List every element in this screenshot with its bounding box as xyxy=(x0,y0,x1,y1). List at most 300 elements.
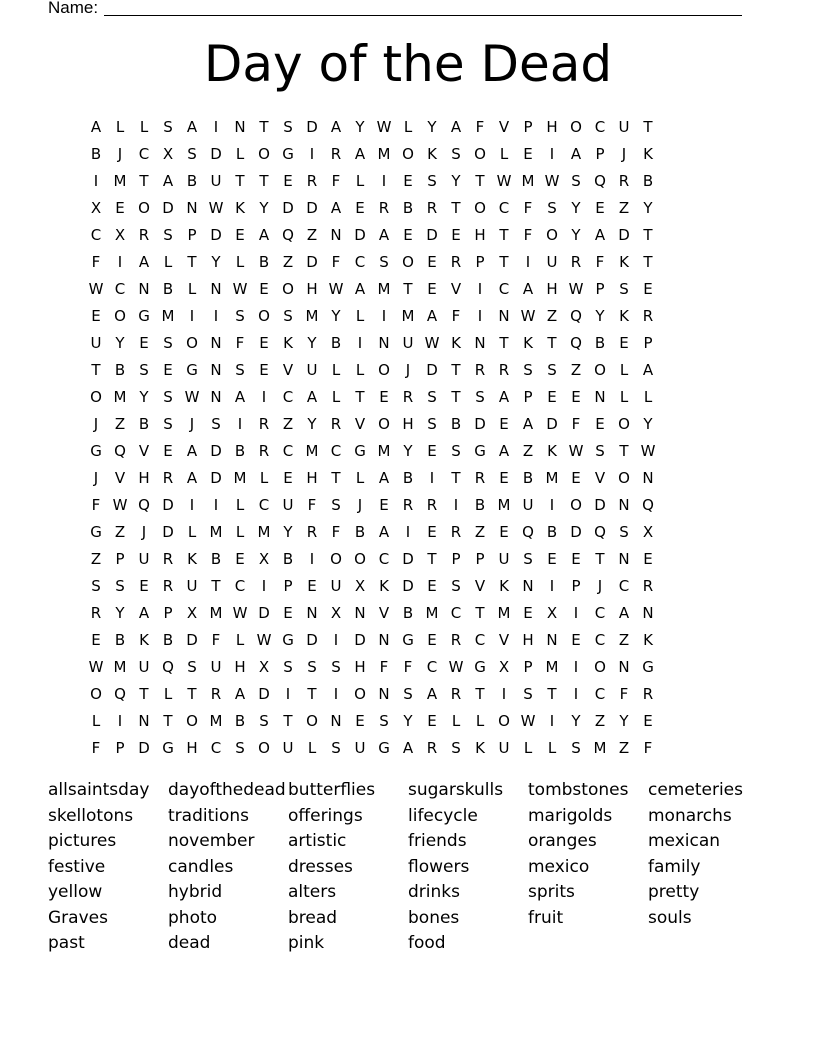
grid-letter[interactable]: I xyxy=(333,631,339,650)
grid-letter[interactable]: S xyxy=(403,685,413,704)
grid-letter[interactable]: D xyxy=(210,468,222,487)
grid-letter[interactable]: E xyxy=(571,468,581,487)
grid-letter[interactable]: Q xyxy=(114,441,126,460)
grid-letter[interactable]: O xyxy=(570,117,582,136)
grid-letter[interactable]: S xyxy=(379,712,389,731)
grid-letter[interactable]: E xyxy=(283,604,293,623)
grid-letter[interactable]: S xyxy=(307,658,317,677)
grid-letter[interactable]: X xyxy=(162,144,174,163)
grid-letter[interactable]: D xyxy=(402,550,414,569)
grid-letter[interactable]: N xyxy=(138,279,150,298)
grid-letter[interactable]: O xyxy=(258,306,270,325)
grid-letter[interactable]: B xyxy=(162,279,174,298)
grid-letter[interactable]: M xyxy=(401,306,415,325)
grid-letter[interactable]: I xyxy=(237,414,243,433)
grid-letter[interactable]: D xyxy=(210,441,222,460)
grid-letter[interactable]: O xyxy=(618,468,630,487)
grid-letter[interactable]: Y xyxy=(355,117,365,136)
grid-letter[interactable]: U xyxy=(282,739,294,758)
grid-letter[interactable]: V xyxy=(378,604,390,623)
grid-letter[interactable]: C xyxy=(330,441,342,460)
grid-letter[interactable]: O xyxy=(90,387,102,406)
grid-letter[interactable]: Y xyxy=(139,387,149,406)
grid-letter[interactable]: W xyxy=(568,441,584,460)
grid-letter[interactable]: E xyxy=(379,387,389,406)
grid-letter[interactable]: S xyxy=(211,414,221,433)
grid-letter[interactable]: P xyxy=(283,577,293,596)
grid-letter[interactable]: M xyxy=(113,171,127,190)
grid-letter[interactable]: G xyxy=(162,739,174,758)
grid-letter[interactable]: O xyxy=(378,414,390,433)
grid-letter[interactable]: Y xyxy=(259,198,269,217)
grid-letter[interactable]: Q xyxy=(114,685,126,704)
grid-letter[interactable]: O xyxy=(258,144,270,163)
grid-letter[interactable]: F xyxy=(235,333,245,352)
grid-letter[interactable]: S xyxy=(451,577,461,596)
grid-letter[interactable]: T xyxy=(499,252,509,271)
grid-letter[interactable]: L xyxy=(547,739,557,758)
grid-letter[interactable]: G xyxy=(354,441,366,460)
grid-letter[interactable]: C xyxy=(618,577,630,596)
grid-letter[interactable]: D xyxy=(258,604,270,623)
grid-letter[interactable]: O xyxy=(306,712,318,731)
grid-letter[interactable]: K xyxy=(379,577,389,596)
grid-letter[interactable]: N xyxy=(642,468,654,487)
grid-letter[interactable]: L xyxy=(499,144,509,163)
grid-letter[interactable]: P xyxy=(595,279,605,298)
grid-letter[interactable]: K xyxy=(619,252,629,271)
grid-letter[interactable]: A xyxy=(138,604,150,623)
grid-letter[interactable]: S xyxy=(187,144,197,163)
grid-letter[interactable]: L xyxy=(235,144,245,163)
grid-letter[interactable]: S xyxy=(331,658,341,677)
grid-letter[interactable]: E xyxy=(163,441,173,460)
grid-letter[interactable]: R xyxy=(306,171,318,190)
grid-letter[interactable]: O xyxy=(402,252,414,271)
grid-letter[interactable]: T xyxy=(355,387,365,406)
grid-letter[interactable]: E xyxy=(571,550,581,569)
grid-letter[interactable]: I xyxy=(309,550,315,569)
grid-letter[interactable]: T xyxy=(187,685,197,704)
grid-letter[interactable]: N xyxy=(378,333,390,352)
grid-letter[interactable]: N xyxy=(354,604,366,623)
grid-letter[interactable]: T xyxy=(91,360,101,379)
grid-letter[interactable]: L xyxy=(619,360,629,379)
grid-letter[interactable]: V xyxy=(498,117,510,136)
grid-letter[interactable]: O xyxy=(186,712,198,731)
grid-letter[interactable]: T xyxy=(619,441,629,460)
grid-letter[interactable]: O xyxy=(90,685,102,704)
grid-letter[interactable]: T xyxy=(547,685,557,704)
grid-letter[interactable]: Y xyxy=(211,252,221,271)
grid-letter[interactable]: L xyxy=(355,306,365,325)
grid-letter[interactable]: D xyxy=(162,198,174,217)
grid-letter[interactable]: M xyxy=(209,522,223,541)
grid-letter[interactable]: D xyxy=(402,577,414,596)
grid-letter[interactable]: W xyxy=(544,171,560,190)
grid-letter[interactable]: A xyxy=(522,414,534,433)
grid-letter[interactable]: E xyxy=(451,225,461,244)
grid-letter[interactable]: I xyxy=(477,279,483,298)
grid-letter[interactable]: Z xyxy=(306,225,318,244)
grid-letter[interactable]: O xyxy=(402,144,414,163)
grid-letter[interactable]: A xyxy=(378,522,390,541)
grid-letter[interactable]: T xyxy=(331,468,341,487)
grid-letter[interactable]: N xyxy=(594,387,606,406)
grid-letter[interactable]: E xyxy=(403,171,413,190)
grid-letter[interactable]: L xyxy=(523,739,533,758)
grid-letter[interactable]: V xyxy=(474,577,486,596)
grid-letter[interactable]: D xyxy=(306,117,318,136)
grid-letter[interactable]: T xyxy=(643,117,653,136)
grid-letter[interactable]: I xyxy=(117,712,123,731)
grid-letter[interactable]: N xyxy=(306,604,318,623)
grid-letter[interactable]: E xyxy=(355,198,365,217)
grid-letter[interactable]: S xyxy=(187,658,197,677)
grid-letter[interactable]: U xyxy=(618,117,630,136)
grid-letter[interactable]: C xyxy=(282,441,294,460)
grid-letter[interactable]: M xyxy=(161,306,175,325)
grid-letter[interactable]: W xyxy=(568,279,584,298)
grid-letter[interactable]: O xyxy=(546,225,558,244)
grid-letter[interactable]: J xyxy=(93,414,99,433)
grid-letter[interactable]: X xyxy=(546,604,558,623)
grid-letter[interactable]: E xyxy=(523,144,533,163)
grid-letter[interactable]: W xyxy=(256,631,272,650)
grid-letter[interactable]: F xyxy=(571,414,581,433)
grid-letter[interactable]: S xyxy=(163,117,173,136)
grid-letter[interactable]: B xyxy=(594,333,606,352)
grid-letter[interactable]: F xyxy=(91,495,101,514)
grid-letter[interactable]: D xyxy=(138,739,150,758)
grid-letter[interactable]: Y xyxy=(451,171,461,190)
grid-letter[interactable]: T xyxy=(547,333,557,352)
grid-letter[interactable]: D xyxy=(354,631,366,650)
grid-letter[interactable]: Y xyxy=(307,333,317,352)
grid-letter[interactable]: L xyxy=(355,360,365,379)
grid-letter[interactable]: A xyxy=(90,117,102,136)
grid-letter[interactable]: B xyxy=(210,550,222,569)
grid-letter[interactable]: E xyxy=(595,414,605,433)
grid-letter[interactable]: O xyxy=(282,279,294,298)
grid-letter[interactable]: F xyxy=(619,685,629,704)
grid-letter[interactable]: E xyxy=(547,550,557,569)
grid-letter[interactable]: E xyxy=(427,252,437,271)
grid-letter[interactable]: B xyxy=(114,631,126,650)
grid-letter[interactable]: E xyxy=(595,198,605,217)
grid-letter[interactable]: T xyxy=(403,279,413,298)
grid-letter[interactable]: A xyxy=(186,468,198,487)
grid-letter[interactable]: P xyxy=(475,550,485,569)
grid-letter[interactable]: C xyxy=(594,685,606,704)
grid-letter[interactable]: S xyxy=(235,360,245,379)
grid-letter[interactable]: W xyxy=(520,712,536,731)
name-line[interactable] xyxy=(104,15,742,16)
grid-letter[interactable]: R xyxy=(330,144,342,163)
grid-letter[interactable]: N xyxy=(378,685,390,704)
grid-letter[interactable]: R xyxy=(426,739,438,758)
grid-letter[interactable]: N xyxy=(210,279,222,298)
grid-letter[interactable]: V xyxy=(498,631,510,650)
grid-letter[interactable]: R xyxy=(450,252,462,271)
grid-letter[interactable]: D xyxy=(618,225,630,244)
grid-letter[interactable]: I xyxy=(357,333,363,352)
grid-letter[interactable]: R xyxy=(90,604,102,623)
grid-letter[interactable]: A xyxy=(354,144,366,163)
grid-letter[interactable]: C xyxy=(138,144,150,163)
grid-letter[interactable]: I xyxy=(93,171,99,190)
grid-letter[interactable]: F xyxy=(211,631,221,650)
grid-letter[interactable]: B xyxy=(546,522,558,541)
grid-letter[interactable]: I xyxy=(261,577,267,596)
grid-letter[interactable]: D xyxy=(162,522,174,541)
grid-letter[interactable]: G xyxy=(138,306,150,325)
grid-letter[interactable]: Z xyxy=(114,414,126,433)
grid-letter[interactable]: G xyxy=(90,522,102,541)
grid-letter[interactable]: G xyxy=(282,631,294,650)
grid-letter[interactable]: D xyxy=(570,522,582,541)
grid-letter[interactable]: K xyxy=(643,631,653,650)
grid-letter[interactable]: T xyxy=(427,550,437,569)
grid-letter[interactable]: A xyxy=(162,171,174,190)
grid-letter[interactable]: Y xyxy=(403,712,413,731)
grid-letter[interactable]: M xyxy=(305,441,319,460)
grid-letter[interactable]: E xyxy=(571,631,581,650)
grid-letter[interactable]: M xyxy=(209,712,223,731)
grid-letter[interactable]: H xyxy=(234,658,246,677)
grid-letter[interactable]: L xyxy=(643,387,653,406)
grid-letter[interactable]: M xyxy=(521,171,535,190)
grid-letter[interactable]: R xyxy=(642,577,654,596)
grid-letter[interactable]: J xyxy=(141,522,147,541)
grid-letter[interactable]: W xyxy=(112,495,128,514)
grid-letter[interactable]: J xyxy=(357,495,363,514)
grid-letter[interactable]: B xyxy=(258,252,270,271)
grid-letter[interactable]: I xyxy=(213,495,219,514)
grid-letter[interactable]: B xyxy=(642,171,654,190)
grid-letter[interactable]: A xyxy=(330,198,342,217)
grid-letter[interactable]: L xyxy=(163,685,173,704)
grid-letter[interactable]: P xyxy=(571,577,581,596)
grid-letter[interactable]: E xyxy=(163,360,173,379)
grid-letter[interactable]: F xyxy=(91,252,101,271)
grid-letter[interactable]: I xyxy=(189,495,195,514)
grid-letter[interactable]: R xyxy=(138,225,150,244)
grid-letter[interactable]: L xyxy=(235,252,245,271)
grid-letter[interactable]: C xyxy=(282,387,294,406)
grid-letter[interactable]: I xyxy=(213,306,219,325)
grid-letter[interactable]: H xyxy=(522,631,534,650)
grid-letter[interactable]: U xyxy=(330,577,342,596)
grid-letter[interactable]: Z xyxy=(546,306,558,325)
grid-letter[interactable]: B xyxy=(522,468,534,487)
grid-letter[interactable]: R xyxy=(426,495,438,514)
grid-letter[interactable]: I xyxy=(309,144,315,163)
grid-letter[interactable]: E xyxy=(91,306,101,325)
grid-letter[interactable]: E xyxy=(355,712,365,731)
grid-letter[interactable]: S xyxy=(115,577,125,596)
grid-letter[interactable]: G xyxy=(186,360,198,379)
grid-letter[interactable]: T xyxy=(235,171,245,190)
grid-letter[interactable]: Z xyxy=(90,550,102,569)
grid-letter[interactable]: C xyxy=(594,117,606,136)
grid-letter[interactable]: I xyxy=(189,306,195,325)
grid-letter[interactable]: T xyxy=(451,198,461,217)
grid-letter[interactable]: R xyxy=(402,495,414,514)
grid-letter[interactable]: B xyxy=(138,414,150,433)
grid-letter[interactable]: S xyxy=(283,117,293,136)
grid-letter[interactable]: L xyxy=(475,712,485,731)
grid-letter[interactable]: A xyxy=(234,685,246,704)
grid-letter[interactable]: I xyxy=(381,171,387,190)
grid-letter[interactable]: X xyxy=(498,658,510,677)
grid-letter[interactable]: A xyxy=(426,685,438,704)
grid-letter[interactable]: H xyxy=(186,739,198,758)
grid-letter[interactable]: N xyxy=(138,712,150,731)
grid-letter[interactable]: Y xyxy=(643,198,653,217)
grid-letter[interactable]: S xyxy=(571,739,581,758)
grid-letter[interactable]: U xyxy=(210,658,222,677)
grid-letter[interactable]: E xyxy=(643,712,653,731)
grid-letter[interactable]: L xyxy=(331,387,341,406)
grid-letter[interactable]: X xyxy=(330,604,342,623)
grid-letter[interactable]: U xyxy=(186,577,198,596)
grid-letter[interactable]: Y xyxy=(571,198,581,217)
grid-letter[interactable]: Y xyxy=(571,712,581,731)
grid-letter[interactable]: H xyxy=(546,117,558,136)
grid-letter[interactable]: H xyxy=(546,279,558,298)
grid-letter[interactable]: O xyxy=(474,144,486,163)
grid-letter[interactable]: Z xyxy=(618,739,630,758)
grid-letter[interactable]: Y xyxy=(595,306,605,325)
grid-letter[interactable]: D xyxy=(162,495,174,514)
grid-letter[interactable]: S xyxy=(547,360,557,379)
grid-letter[interactable]: T xyxy=(451,468,461,487)
grid-letter[interactable]: F xyxy=(379,658,389,677)
grid-letter[interactable]: E xyxy=(259,360,269,379)
grid-letter[interactable]: V xyxy=(114,468,126,487)
grid-letter[interactable]: O xyxy=(114,306,126,325)
grid-letter[interactable]: T xyxy=(307,685,317,704)
grid-letter[interactable]: Q xyxy=(594,522,606,541)
grid-letter[interactable]: N xyxy=(234,117,246,136)
grid-letter[interactable]: R xyxy=(402,387,414,406)
grid-letter[interactable]: K xyxy=(499,577,509,596)
grid-letter[interactable]: Y xyxy=(115,333,125,352)
grid-letter[interactable]: L xyxy=(235,495,245,514)
grid-letter[interactable]: N xyxy=(186,198,198,217)
grid-letter[interactable]: T xyxy=(643,225,653,244)
grid-letter[interactable]: T xyxy=(187,252,197,271)
grid-letter[interactable]: K xyxy=(187,550,197,569)
grid-letter[interactable]: R xyxy=(258,441,270,460)
grid-letter[interactable]: I xyxy=(333,685,339,704)
grid-letter[interactable]: T xyxy=(451,360,461,379)
grid-letter[interactable]: C xyxy=(498,279,510,298)
grid-letter[interactable]: Q xyxy=(282,225,294,244)
grid-letter[interactable]: X xyxy=(90,198,102,217)
grid-letter[interactable]: A xyxy=(426,306,438,325)
grid-letter[interactable]: M xyxy=(233,468,247,487)
grid-letter[interactable]: U xyxy=(282,495,294,514)
grid-letter[interactable]: S xyxy=(163,414,173,433)
grid-letter[interactable]: W xyxy=(88,279,104,298)
grid-letter[interactable]: N xyxy=(210,387,222,406)
grid-letter[interactable]: G xyxy=(474,658,486,677)
grid-letter[interactable]: I xyxy=(549,577,555,596)
grid-letter[interactable]: Y xyxy=(115,604,125,623)
grid-letter[interactable]: M xyxy=(377,144,391,163)
grid-letter[interactable]: I xyxy=(261,387,267,406)
grid-letter[interactable]: L xyxy=(355,171,365,190)
grid-letter[interactable]: E xyxy=(523,604,533,623)
grid-letter[interactable]: S xyxy=(475,387,485,406)
grid-letter[interactable]: S xyxy=(451,739,461,758)
grid-letter[interactable]: R xyxy=(474,360,486,379)
grid-letter[interactable]: C xyxy=(474,631,486,650)
grid-letter[interactable]: T xyxy=(283,712,293,731)
grid-letter[interactable]: T xyxy=(139,685,149,704)
grid-letter[interactable]: D xyxy=(594,495,606,514)
grid-letter[interactable]: K xyxy=(283,333,293,352)
grid-letter[interactable]: E xyxy=(235,550,245,569)
grid-letter[interactable]: E xyxy=(379,495,389,514)
grid-letter[interactable]: U xyxy=(210,171,222,190)
grid-letter[interactable]: S xyxy=(547,198,557,217)
grid-letter[interactable]: E xyxy=(139,333,149,352)
grid-letter[interactable]: Y xyxy=(619,712,629,731)
grid-letter[interactable]: O xyxy=(474,198,486,217)
grid-letter[interactable]: D xyxy=(474,414,486,433)
grid-letter[interactable]: L xyxy=(259,468,269,487)
grid-letter[interactable]: X xyxy=(642,522,654,541)
grid-letter[interactable]: F xyxy=(307,495,317,514)
grid-letter[interactable]: F xyxy=(91,739,101,758)
grid-letter[interactable]: P xyxy=(187,225,197,244)
grid-letter[interactable]: K xyxy=(523,333,533,352)
grid-letter[interactable]: E xyxy=(427,577,437,596)
grid-letter[interactable]: Q xyxy=(642,495,654,514)
grid-letter[interactable]: R xyxy=(570,252,582,271)
grid-letter[interactable]: S xyxy=(163,225,173,244)
grid-letter[interactable]: F xyxy=(403,658,413,677)
grid-letter[interactable]: S xyxy=(523,550,533,569)
grid-letter[interactable]: M xyxy=(257,522,271,541)
grid-letter[interactable]: K xyxy=(427,144,437,163)
grid-letter[interactable]: C xyxy=(498,198,510,217)
grid-letter[interactable]: L xyxy=(187,279,197,298)
grid-letter[interactable]: Q xyxy=(522,522,534,541)
grid-letter[interactable]: U xyxy=(498,550,510,569)
grid-letter[interactable]: J xyxy=(621,144,627,163)
grid-letter[interactable]: P xyxy=(643,333,653,352)
grid-letter[interactable]: O xyxy=(354,550,366,569)
grid-letter[interactable]: U xyxy=(402,333,414,352)
grid-letter[interactable]: X xyxy=(258,550,270,569)
grid-letter[interactable]: W xyxy=(184,387,200,406)
grid-letter[interactable]: X xyxy=(354,577,366,596)
grid-letter[interactable]: D xyxy=(210,225,222,244)
grid-letter[interactable]: S xyxy=(259,712,269,731)
grid-letter[interactable]: E xyxy=(427,441,437,460)
grid-letter[interactable]: R xyxy=(162,577,174,596)
grid-letter[interactable]: A xyxy=(450,117,462,136)
grid-letter[interactable]: C xyxy=(354,252,366,271)
grid-letter[interactable]: Z xyxy=(474,522,486,541)
grid-letter[interactable]: T xyxy=(499,333,509,352)
grid-letter[interactable]: S xyxy=(331,739,341,758)
grid-letter[interactable]: L xyxy=(163,252,173,271)
